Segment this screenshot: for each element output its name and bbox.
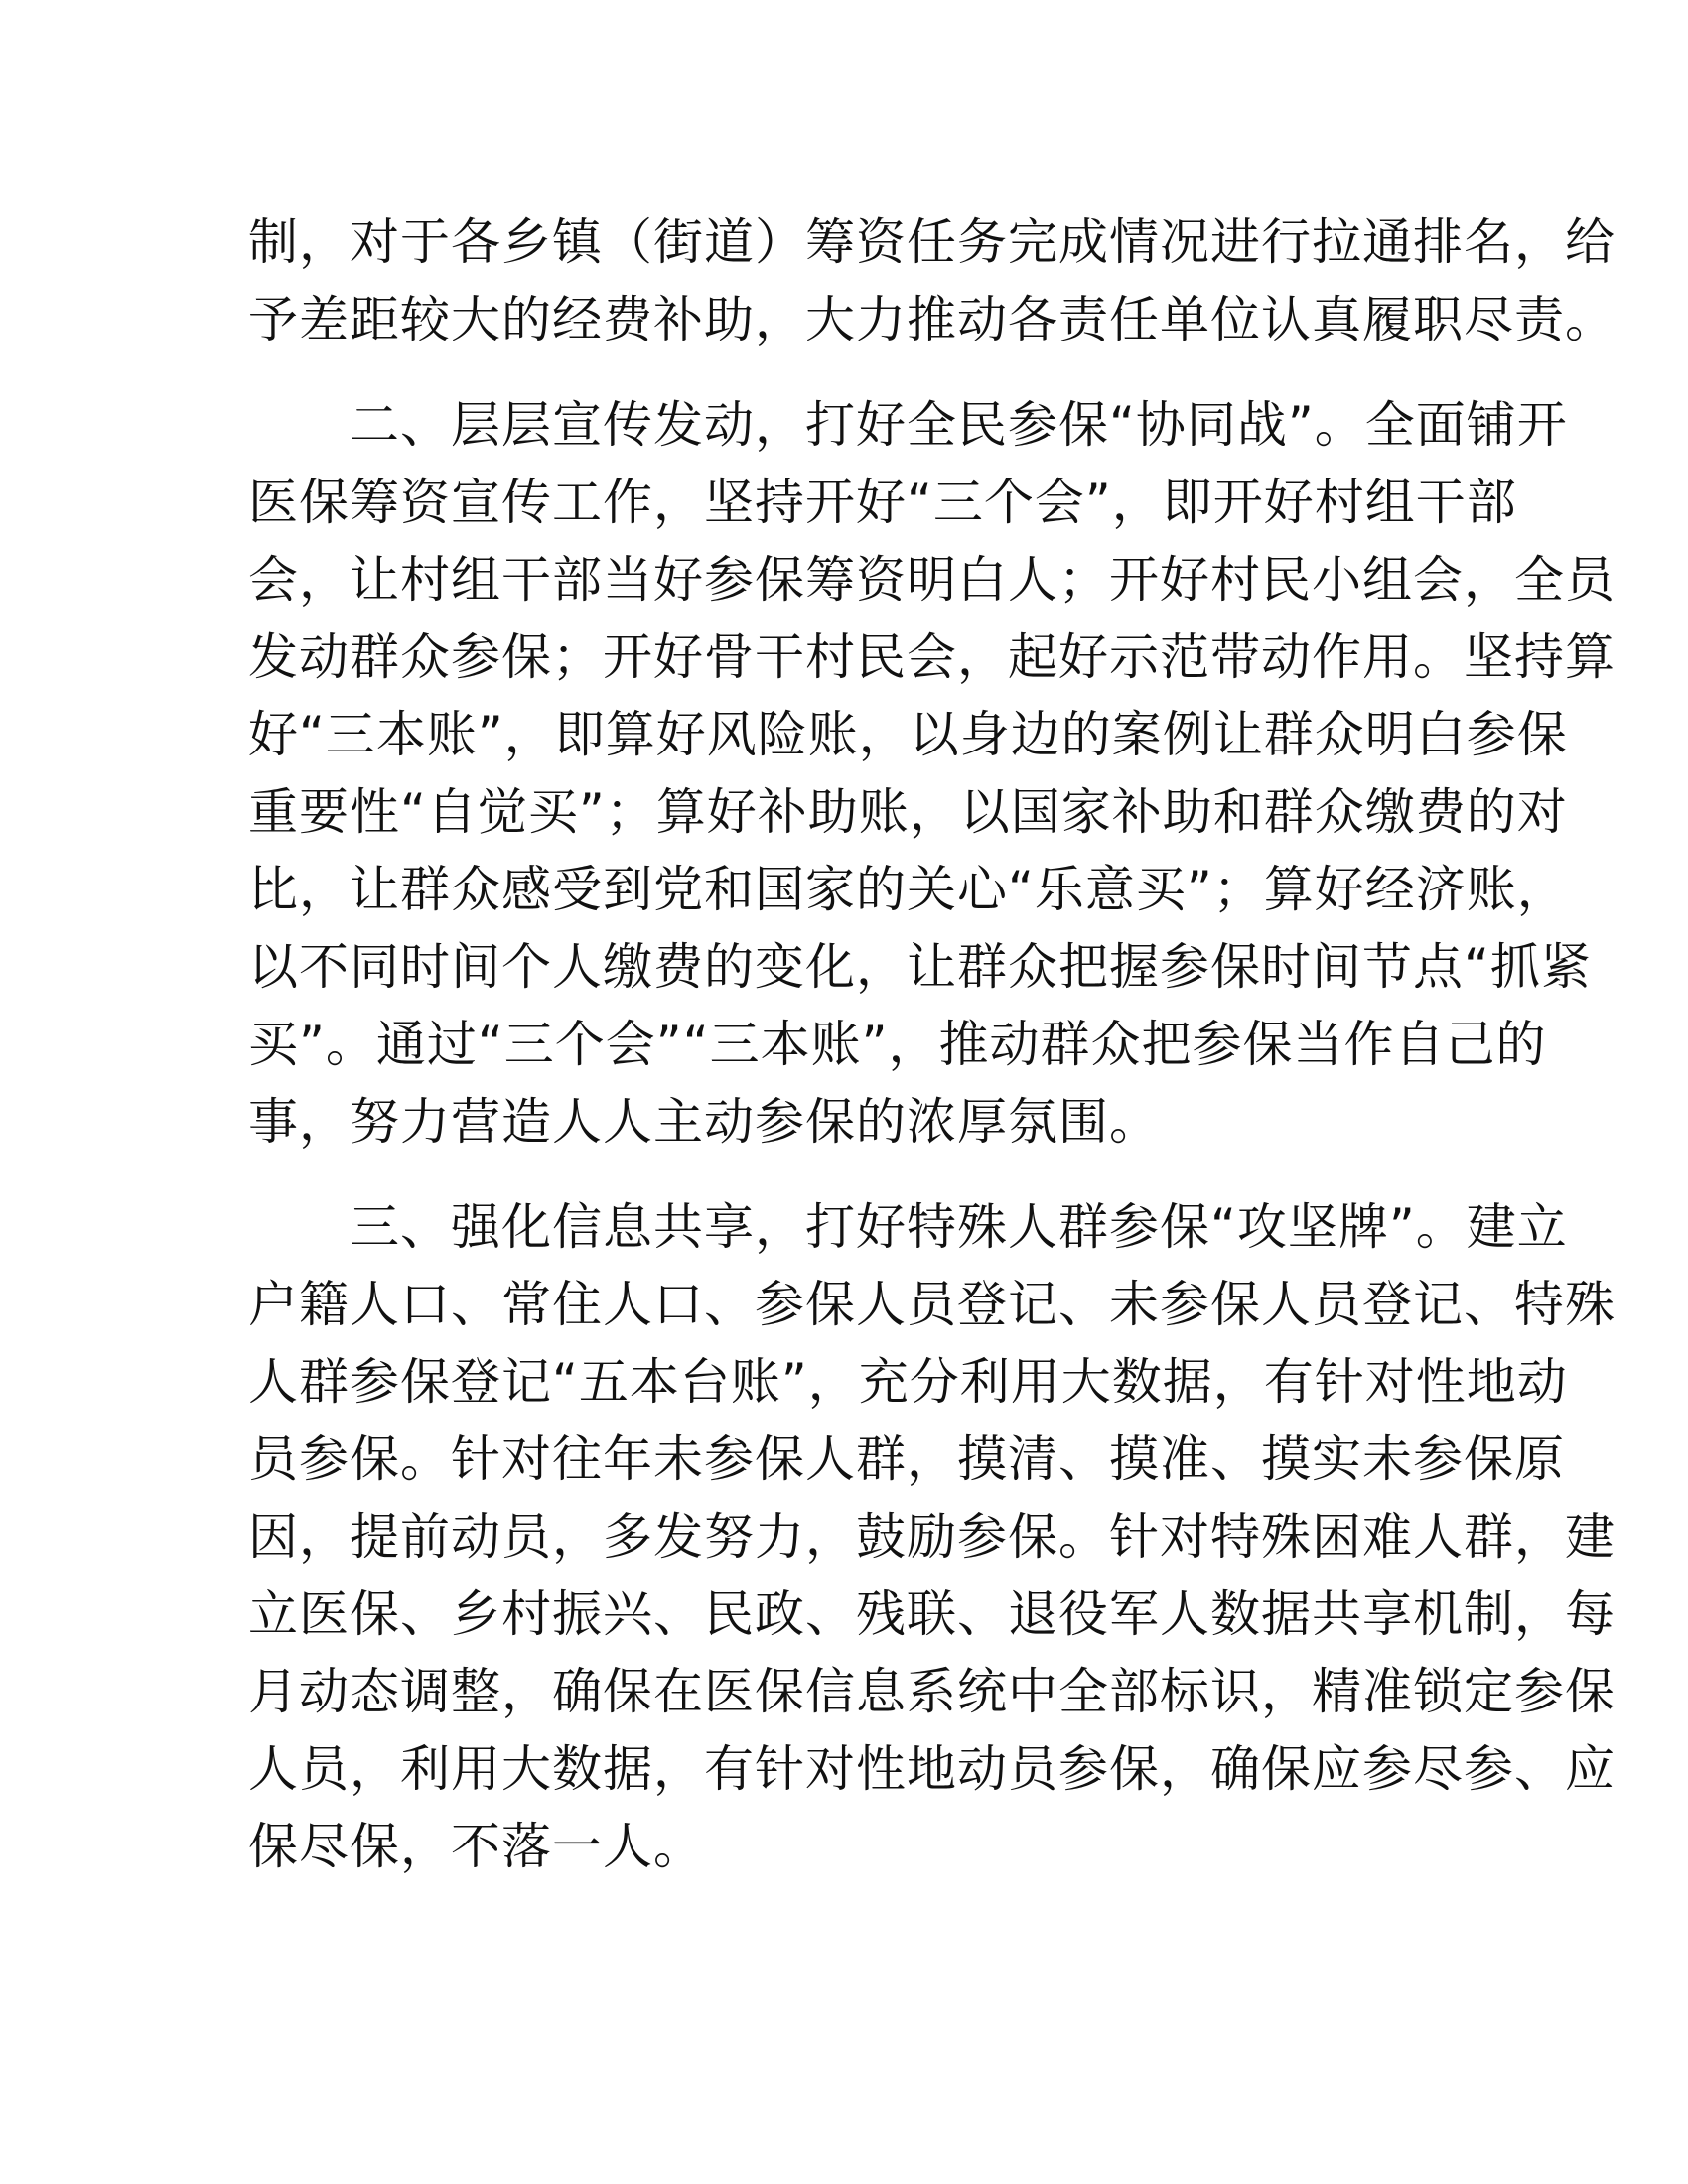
text-line: 发动群众参保；开好骨干村民会，起好示范带动作用。坚持算 (248, 628, 1616, 686)
text-line: 保尽保，不落一人。 (248, 1818, 704, 1875)
paragraph-publicity-mobilization (248, 386, 1616, 1160)
text-line: 人群参保登记“五本台账”，充分利用大数据，有针对性地动 (248, 1353, 1568, 1411)
text-line: 员参保。针对往年未参保人群，摸清、摸准、摸实未参保原 (248, 1431, 1565, 1488)
text-line: 三、强化信息共享，打好特殊人群参保“攻坚牌”。建立 (248, 1198, 1568, 1256)
text-line: 事，努力营造人人主动参保的浓厚氛围。 (248, 1093, 1160, 1151)
text-line: 买”。通过“三个会”“三本账”，推动群众把参保当作自己的 (248, 1016, 1547, 1073)
paragraph-information-sharing (248, 1188, 1616, 1885)
text-line: 立医保、乡村振兴、民政、残联、退役军人数据共享机制，每 (248, 1585, 1616, 1643)
text-line: 因，提前动员，多发努力，鼓励参保。针对特殊困难人群，建 (248, 1508, 1616, 1566)
paragraph-funding-ranking (248, 204, 1616, 358)
document-body (248, 204, 1616, 1885)
text-line: 月动态调整，确保在医保信息系统中全部标识，精准锁定参保 (248, 1663, 1616, 1720)
text-line: 会，让村组干部当好参保筹资明白人；开好村民小组会，全员 (248, 551, 1616, 609)
text-line: 制，对于各乡镇（街道）筹资任务完成情况进行拉通排名，给 (248, 213, 1616, 271)
text-line: 予差距较大的经费补助，大力推动各责任单位认真履职尽责。 (248, 291, 1616, 348)
text-line: 重要性“自觉买”；算好补助账，以国家补助和群众缴费的对 (248, 783, 1568, 841)
text-line: 户籍人口、常住人口、参保人员登记、未参保人员登记、特殊 (248, 1276, 1616, 1333)
text-line: 好“三本账”，即算好风险账，以身边的案例让群众明白参保 (248, 706, 1568, 763)
text-line: 医保筹资宣传工作，坚持开好“三个会”，即开好村组干部 (248, 474, 1517, 531)
text-line: 以不同时间个人缴费的变化，让群众把握参保时间节点“抓紧 (248, 938, 1592, 996)
text-line: 二、层层宣传发动，打好全民参保“协同战”。全面铺开 (248, 396, 1568, 454)
text-line: 比，让群众感受到党和国家的关心“乐意买”；算好经济账， (248, 861, 1568, 918)
text-line: 人员，利用大数据，有针对性地动员参保，确保应参尽参、应 (248, 1740, 1616, 1798)
